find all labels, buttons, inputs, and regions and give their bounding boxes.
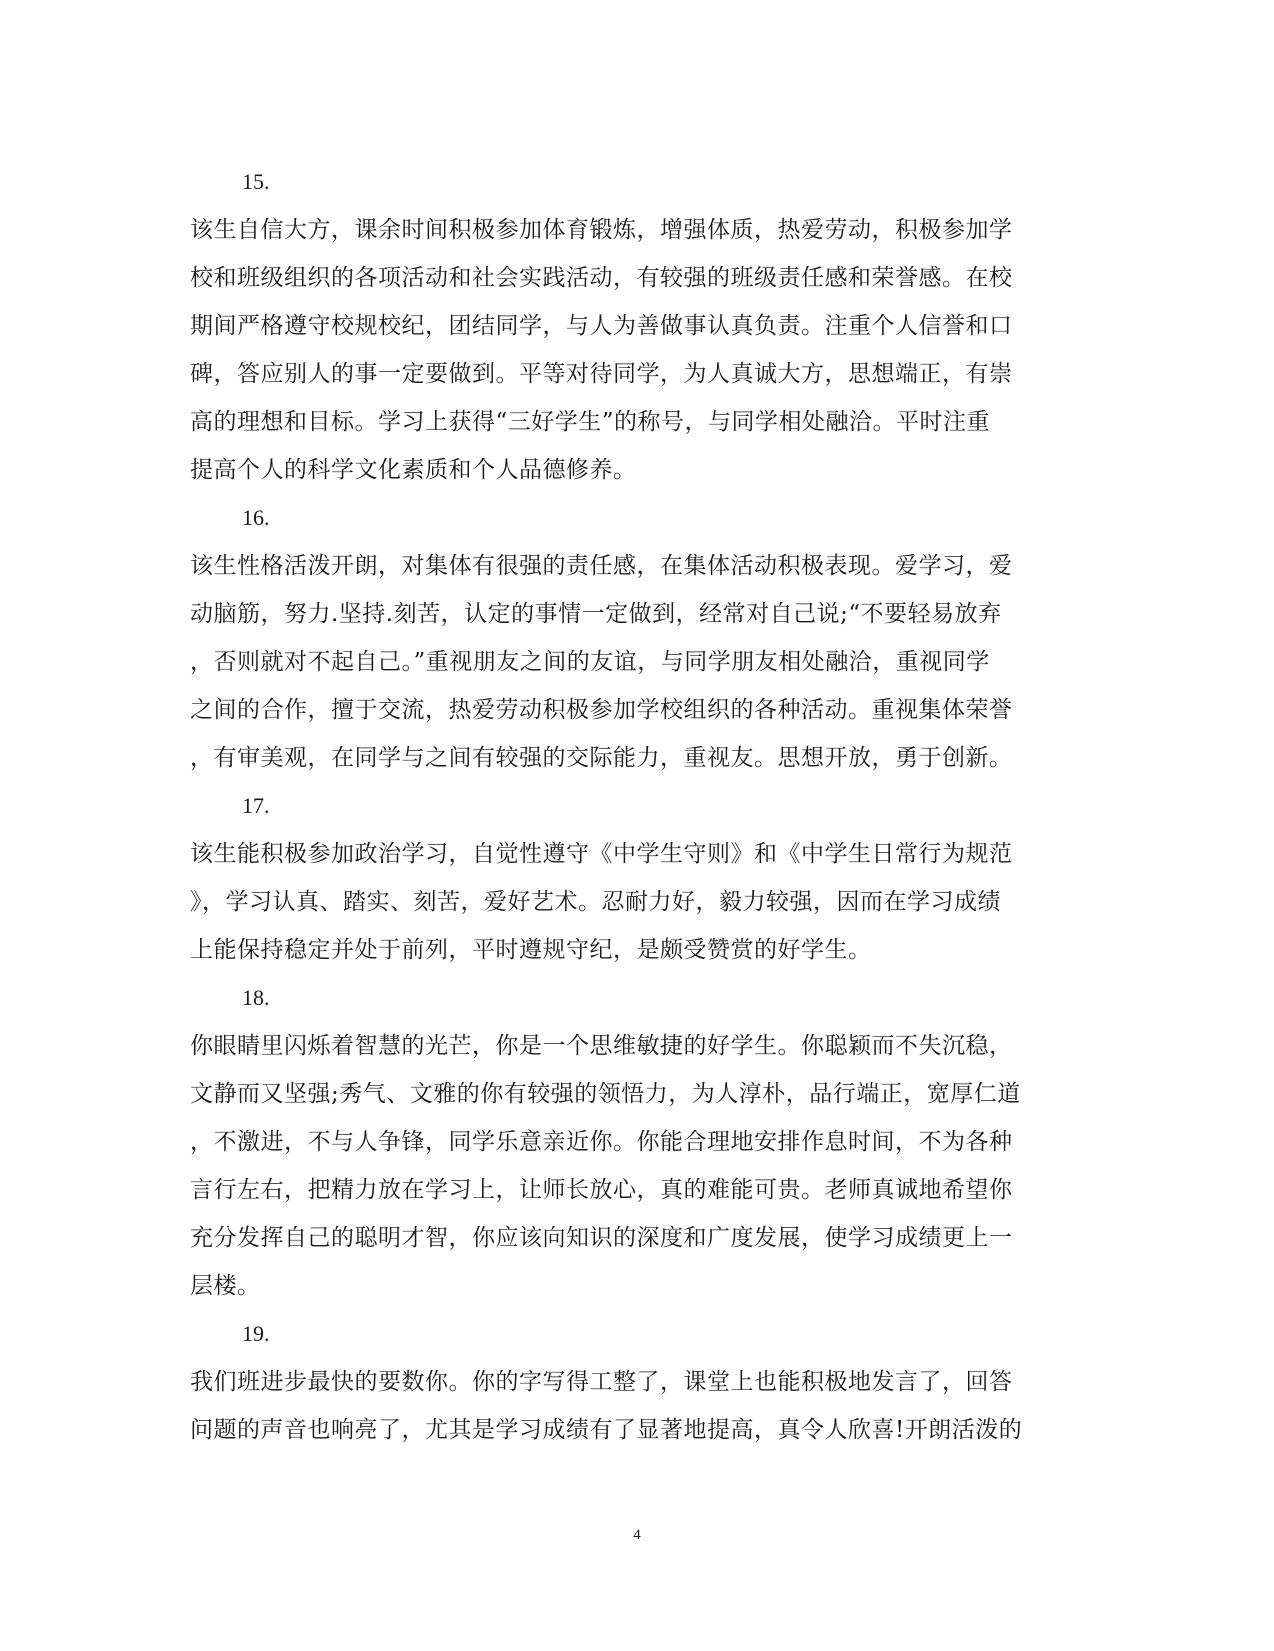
- paragraph-line: 该生能积极参加政治学习，自觉性遵守《中学生守则》和《中学生日常行为规范: [190, 841, 1013, 867]
- paragraph-line: 言行左右，把精力放在学习上，让师长放心，真的难能可贵。老师真诚地希望你: [190, 1177, 1013, 1203]
- paragraph-line: 碑，答应别人的事一定要做到。平等对待同学，为人真诚大方，思想端正，有崇: [190, 361, 1013, 387]
- paragraph-line: 高的理想和目标。学习上获得“三好学生”的称号，与同学相处融洽。平时注重: [190, 409, 991, 435]
- paragraph-line: 上能保持稳定并处于前列，平时遵规守纪，是颇受赞赏的好学生。: [190, 937, 872, 963]
- section-19: [190, 1310, 1080, 1454]
- section-number: 16.: [242, 505, 270, 530]
- paragraph-line: 期间严格遵守校规校纪，团结同学，与人为善做事认真负责。注重个人信誉和口: [190, 313, 1013, 339]
- paragraph-line: 问题的声音也响亮了，尤其是学习成绩有了显著地提高，真令人欣喜!开朗活泼的: [190, 1417, 1023, 1443]
- paragraph-line: 动脑筋，努力.坚持.刻苦，认定的事情一定做到，经常对自己说;“不要轻易放弃: [190, 601, 1002, 627]
- section-15: [190, 158, 1080, 494]
- section-number: 18.: [242, 985, 270, 1010]
- paragraph-line: 之间的合作，擅于交流，热爱劳动积极参加学校组织的各种活动。重视集体荣誉: [190, 697, 1013, 723]
- paragraph-line: 你眼睛里闪烁着智慧的光芒，你是一个思维敏捷的好学生。你聪颖而不失沉稳，: [190, 1033, 1013, 1059]
- paragraph-line: 文静而又坚强;秀气、文雅的你有较强的领悟力，为人淳朴，品行端正，宽厚仁道: [190, 1081, 1021, 1107]
- paragraph-line: ，有审美观，在同学与之间有较强的交际能力，重视友。思想开放，勇于创新。: [190, 745, 1013, 771]
- paragraph-line: 该生性格活泼开朗，对集体有很强的责任感，在集体活动积极表现。爱学习，爱: [190, 553, 1013, 579]
- paragraph-line: 层楼。: [190, 1273, 261, 1299]
- paragraph-line: 我们班进步最快的要数你。你的字写得工整了，课堂上也能积极地发言了，回答: [190, 1369, 1013, 1395]
- document-body: [190, 158, 1080, 1454]
- page-number: 4: [633, 1527, 641, 1543]
- section-18: [190, 974, 1080, 1310]
- paragraph-line: ，否则就对不起自己。”重视朋友之间的友谊，与同学朋友相处融洽，重视同学: [190, 649, 990, 675]
- paragraph-line: 》，学习认真、踏实、刻苦，爱好艺术。忍耐力好，毅力较强，因而在学习成绩: [190, 889, 1001, 915]
- paragraph-line: ，不激进，不与人争锋，同学乐意亲近你。你能合理地安排作息时间，不为各种: [190, 1129, 1013, 1155]
- section-17: [190, 782, 1080, 974]
- paragraph-line: 充分发挥自己的聪明才智，你应该向知识的深度和广度发展，使学习成绩更上一: [190, 1225, 1013, 1251]
- paragraph-line: 校和班级组织的各项活动和社会实践活动，有较强的班级责任感和荣誉感。在校: [190, 265, 1013, 291]
- section-number: 17.: [242, 793, 270, 818]
- paragraph-line: 该生自信大方，课余时间积极参加体育锻炼，增强体质，热爱劳动，积极参加学: [190, 217, 1013, 243]
- section-16: [190, 494, 1080, 782]
- paragraph-line: 提高个人的科学文化素质和个人品德修养。: [190, 457, 637, 483]
- section-number: 15.: [242, 169, 270, 194]
- section-number: 19.: [242, 1321, 270, 1346]
